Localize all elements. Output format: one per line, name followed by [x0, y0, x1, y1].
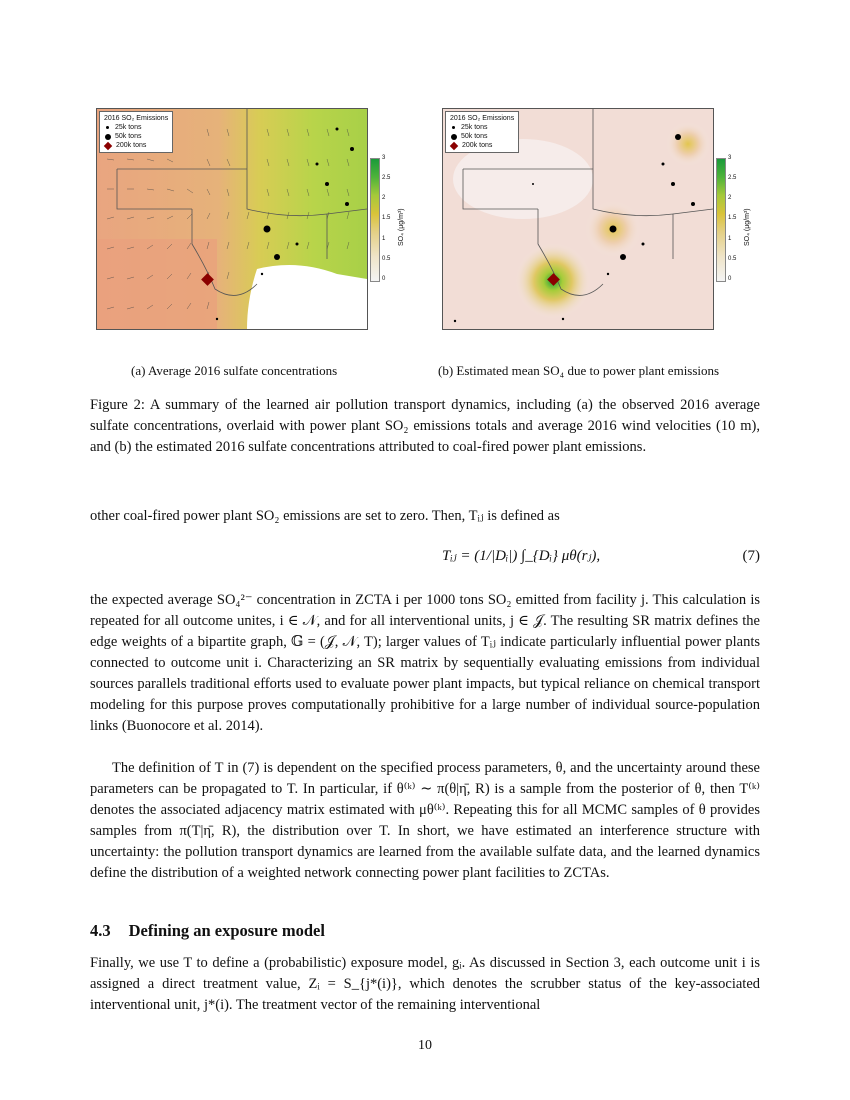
page-number: 10: [418, 1038, 432, 1053]
equation-body: Tᵢⱼ = (1/|Dᵢ|) ∫_{Dᵢ} μθ(rⱼ),: [442, 548, 601, 564]
equation-number: (7): [742, 548, 760, 564]
legend-a: [99, 111, 173, 153]
colorbar-a: [370, 158, 380, 282]
colorbar-b-label: SO₄ (μg/m³): [744, 208, 751, 246]
legend-b-title: 2016 SO₂ Emissions: [450, 115, 515, 122]
section-heading: [90, 921, 325, 941]
paragraph-4: [90, 953, 760, 1016]
legend-b-item-3: 200k tons: [462, 142, 493, 149]
paragraph-2-text: the expected average SO₄²⁻ concentration in ZCTA i per 1000 tons SO₂ emitted from facility j. This calculation is repeated for all outcome unites, i ∈ 𝒩, and for all interventional units, j ∈ 𝒥. The resulting SR matrix defines the edge weights of a bipartite graph, 𝔾 = (𝒥, 𝒩, T); larger values of Tᵢⱼ indicate particularly influential power plants connected to outcome unit i. Characterizing an SR matrix by sequentially evaluating emissions from individual sources parallels traditional efforts used to evaluate power plant impacts, but typical reliance on chemical transport modeling for this purpose proves computationally prohibitive for a large number of individual source-population links (Buonocore et al. 2014).: [90, 592, 760, 734]
map-observed-sulfate: [96, 108, 368, 330]
section-title: Defining an exposure model: [128, 921, 325, 940]
legend-b: [445, 111, 519, 153]
paragraph-1-text: other coal-fired power plant SO₂ emissions are set to zero. Then, Tᵢⱼ is defined as: [90, 508, 560, 524]
legend-a-item-1: 25k tons: [115, 124, 142, 131]
medium-dot-icon: [451, 134, 457, 140]
legend-a-item-2: 50k tons: [115, 133, 142, 140]
small-dot-icon: [452, 126, 455, 129]
subcaption-b: (b) Estimated mean SO₄ due to power plant emissions: [438, 363, 720, 378]
small-dot-icon: [106, 126, 109, 129]
legend-a-item-3: 200k tons: [116, 142, 147, 149]
diamond-icon: [450, 141, 458, 149]
paragraph-2: [90, 590, 760, 737]
subcaption-a: (a) Average 2016 sulfate concentrations: [131, 363, 338, 378]
colorbar-b: [716, 158, 726, 282]
paragraph-3: [90, 758, 760, 884]
figure-caption: [90, 395, 760, 458]
legend-b-item-1: 25k tons: [461, 124, 488, 131]
figure-caption-text: Figure 2: A summary of the learned air pollution transport dynamics, including (a) the observed 2016 average sulfate concentrations, overlaid with power plant SO₂ emissions totals and average 2016 wind velocities (10 m), and (b) the estimated 2016 sulfate concentrations attributed to coal-fired power plant emissions.: [90, 397, 760, 455]
paragraph-1: [90, 506, 760, 527]
map-estimated-sulfate: [442, 108, 714, 330]
paragraph-3-text: The definition of T in (7) is dependent on the specified process parameters, θ, and the uncertainty around these parameters can be propagated to T. In particular, if θ⁽ᵏ⁾ ∼ π(θ|η̄, R) is a sample from the posterior of θ, then T⁽ᵏ⁾ denotes the associated adjacency matrix estimated with μθ⁽ᵏ⁾. Repeating this for all MCMC samples of θ provides samples from π(T|η̄, R), the distribution over T. In short, we have estimated an interference structure with uncertainty: the pollution transport dynamics are learned from the available sulfate data, and the learned dynamics define the distribution of a weighted network connecting power plant facilities to ZCTAs.: [90, 760, 760, 881]
figure-2: 2016 SO₂ Emissions 25k tons 50k tons 200k tons 3 2.5 2 1.5 1 0.5 0 SO₄ (μg/m³) 2016 SO₂ Emissions 25k tons 50k tons 200k tons 3 2.5 2 1.5 1 0.5 0 SO₄ (μg/m³): [96, 108, 756, 348]
legend-b-item-2: 50k tons: [461, 133, 488, 140]
legend-a-title: 2016 SO₂ Emissions: [104, 115, 169, 122]
equation-7: [90, 536, 760, 586]
paragraph-4-text: Finally, we use T to define a (probabilistic) exposure model, gᵢ. As discussed in Section 3, each outcome unit i is assigned a direct treatment value, Zᵢ = S_{j*(i)}, which denotes the scrubber status of the key-associated interventional unit, j*(i). The treatment vector of the remaining interventional: [90, 955, 760, 1013]
section-number: 4.3: [90, 921, 111, 940]
medium-dot-icon: [105, 134, 111, 140]
diamond-icon: [104, 141, 112, 149]
colorbar-a-label: SO₄ (μg/m³): [398, 208, 405, 246]
